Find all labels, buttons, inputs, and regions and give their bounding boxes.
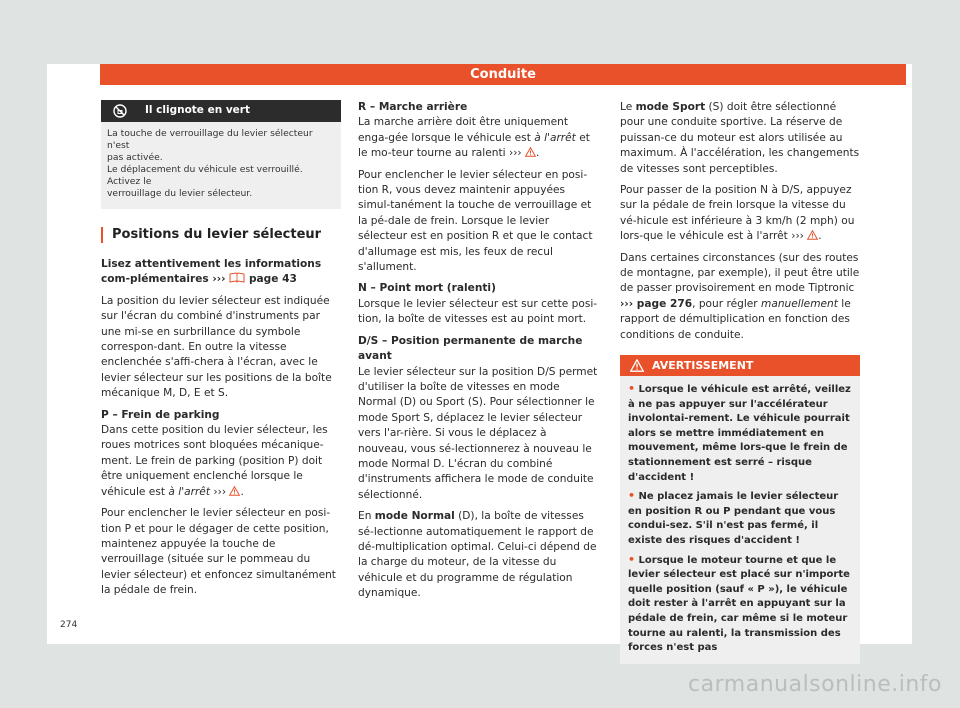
p3-text: , pour régler xyxy=(692,297,758,310)
ref-arrows: ››› xyxy=(508,147,522,160)
warning-box xyxy=(620,355,860,664)
bold-term: mode Sport xyxy=(635,101,706,113)
paragraph: Pour enclencher le levier sélecteur en posi-tion P et pour le dégager de cette position, maintenez appuyée la touche de verrouillage (située sur le pommeau du levier sélecteur) et enfoncez simultanément la pédale de frein. xyxy=(101,507,336,597)
r-text: La marche arrière doit être uniquement enga-gée lorsque le véhicule est xyxy=(358,116,568,144)
warning-body xyxy=(620,376,860,664)
chapter-header: Conduite xyxy=(100,64,906,85)
ref-arrows: ››› xyxy=(213,485,227,498)
note-line: verrouillage du levier sélecteur. xyxy=(107,188,253,199)
italic-text: à l'arrêt xyxy=(168,485,210,498)
bullet: • xyxy=(628,382,636,396)
paragraph: La marche arrière doit être uniquement enga-gée lorsque le véhicule est à l'arrêt et le mo-teur tourne au ralenti ››› . xyxy=(358,116,590,160)
sport-pre: Le xyxy=(620,101,633,113)
column-2 xyxy=(358,100,598,608)
note-header xyxy=(101,100,341,122)
p3-text: Dans certaines circonstances (sur des routes de montagne, par exemple), il peut être utile de passer provisoirement en mode Tiptronic xyxy=(620,251,860,295)
paragraph: Le levier sélecteur sur la position D/S permet d'utiliser la boîte de vitesses en mode Normal (D) ou Sport (S). Pour sélectionner le mode Sport S, déplacez le levier sélecteur vers l'ar-rière. Si vous le déplacez à nouveau, vous sé-lectionnerez à nouveau le mode Normal D. L'écran du combiné d'instruments affichera le mode de conduite sélectionné. xyxy=(358,365,598,501)
lock-slash-icon xyxy=(113,104,127,118)
p2-text: Pour passer de la position N à D/S, appuyez sur la pédale de frein lorsque la vitesse du vé-hicule est inférieure à 3 km/h (2 mph) ou lors-que le véhicule est à l'arrêt xyxy=(620,184,855,243)
warning-item xyxy=(628,553,852,656)
paragraph: Pour passer de la position N à D/S, appuyez sur la pédale de frein lorsque la vitesse du vé-hicule est inférieure à 3 km/h (2 mph) ou lors-que le véhicule est à l'arrêt ››› . xyxy=(620,184,855,243)
subheading-n: N – Point mort (ralenti) xyxy=(358,282,496,295)
intro-text: Lisez attentivement les informations com-plémentaires xyxy=(101,258,322,286)
warning-text: Lorsque le moteur tourne et que le levier sélecteur est placé sur n'importe quelle position (sauf « P »), le véhicule doit rester à l'arrêt en appuyant sur la pédale de frein, car même si le moteur tourne au ralenti, la transmission des forces n'est pas xyxy=(628,554,850,654)
warning-title: AVERTISSEMENT xyxy=(652,358,754,372)
sport-text: (S) doit être sélectionné pour une conduite sportive. La réserve de puissan-ce du moteur est alors utilisée au maximum. À l'accélération, les changements de vitesses sont perceptibles. xyxy=(620,101,860,175)
warning-item xyxy=(628,489,852,548)
ref-arrows: ››› xyxy=(212,273,226,286)
ref-arrows: ››› xyxy=(791,230,804,243)
paragraph: La position du levier sélecteur est indiquée sur l'écran du combiné d'instruments par une mi-se en surbrillance du symbole correspon-dant. En outre la vitesse enclenchée s'affi-chera à l'écran, avec le levier sélecteur sur les positions de la boîte mécanique M, D, E et S. xyxy=(101,294,332,400)
warning-text: Lorsque le véhicule est arrêté, veillez à ne pas appuyer sur l'accélérateur involontai-rement. Le véhicule pourrait alors se mettre immédiatement en mouvement, même lors-que le frein de stationnement est serré – risque d'accident ! xyxy=(628,384,851,483)
paragraph: Dans cette position du levier sélecteur, les roues motrices sont bloquées mécanique-ment. Le frein de parking (position P) doit être uniquement enclenché lorsque le véhicule est à l'arrêt ››› . xyxy=(101,424,328,498)
page-link[interactable]: ››› page 276 xyxy=(620,297,693,310)
subheading-ds: D/S – Position permanente de marche avant xyxy=(358,334,583,363)
page-link[interactable]: page 43 xyxy=(248,273,297,286)
r-text: et le mo-teur tourne au ralenti xyxy=(358,131,590,160)
status-note xyxy=(101,100,341,209)
warning-triangle-icon xyxy=(229,486,240,496)
warning-triangle-icon xyxy=(525,147,536,157)
column-3 xyxy=(620,100,860,664)
watermark: carmanualsonline.info xyxy=(688,672,942,697)
paragraph xyxy=(358,509,598,601)
normal-text: (D), la boîte de vitesses sé-lectionne automatiquement le rapport de dé-multiplication optimal. Celui-ci dépend de la charge du moteur, de la vitesse du véhicule et du programme de régulation dynamique. xyxy=(358,510,597,600)
note-title: Il clignote en vert xyxy=(145,104,250,117)
warning-triangle-icon xyxy=(807,230,818,240)
bold-term: mode Normal xyxy=(374,510,455,523)
note-line: La touche de verrouillage du levier sélecteur n'est xyxy=(107,128,313,151)
manual-page xyxy=(47,64,912,654)
bullet: • xyxy=(628,552,636,566)
italic-text: à l'arrêt xyxy=(534,131,576,144)
normal-pre: En xyxy=(358,510,372,523)
bullet: • xyxy=(628,489,636,503)
warning-text: Ne placez jamais le levier sélecteur en position R ou P pendant que vous condui-sez. S'il n'est pas fermé, il existe des risques d'accident ! xyxy=(628,491,839,547)
paragraph xyxy=(620,251,860,343)
section-title: Positions du levier sélecteur xyxy=(101,227,341,243)
warning-triangle-icon xyxy=(630,359,644,372)
subheading-p: P – Frein de parking xyxy=(101,408,220,421)
paragraph: Lorsque le levier sélecteur est sur cette posi-tion, la boîte de vitesses est au point mort. xyxy=(358,297,598,326)
italic-text: manuellement xyxy=(761,297,838,310)
intro-paragraph xyxy=(101,257,341,288)
page-number: 274 xyxy=(60,620,78,630)
p3-text: le rapport de démultiplication en fonction des conditions de conduite. xyxy=(620,297,851,341)
p-text: Dans cette position du levier sélecteur, les roues motrices sont bloquées mécanique-ment. Le frein de parking (position P) doit être uniquement enclenché lorsque le véhicule est xyxy=(101,424,328,498)
column-1 xyxy=(101,100,341,605)
book-reference-icon xyxy=(229,272,245,283)
note-body xyxy=(101,122,341,209)
note-line: Le déplacement du véhicule est verrouillé. Activez le xyxy=(107,164,303,187)
note-line: pas activée. xyxy=(107,152,163,163)
paragraph: Pour enclencher le levier sélecteur en posi-tion R, vous devez maintenir appuyées simul-tanément la touche de verrouillage et la pé-dale de frein. Lorsque le levier sélecteur est en position R et que le contact d'allumage est mis, les feux de recul s'allument. xyxy=(358,168,593,274)
paragraph xyxy=(620,100,860,177)
warning-header xyxy=(620,355,860,376)
warning-item xyxy=(628,382,852,485)
subheading-r: R – Marche arrière xyxy=(358,101,468,113)
